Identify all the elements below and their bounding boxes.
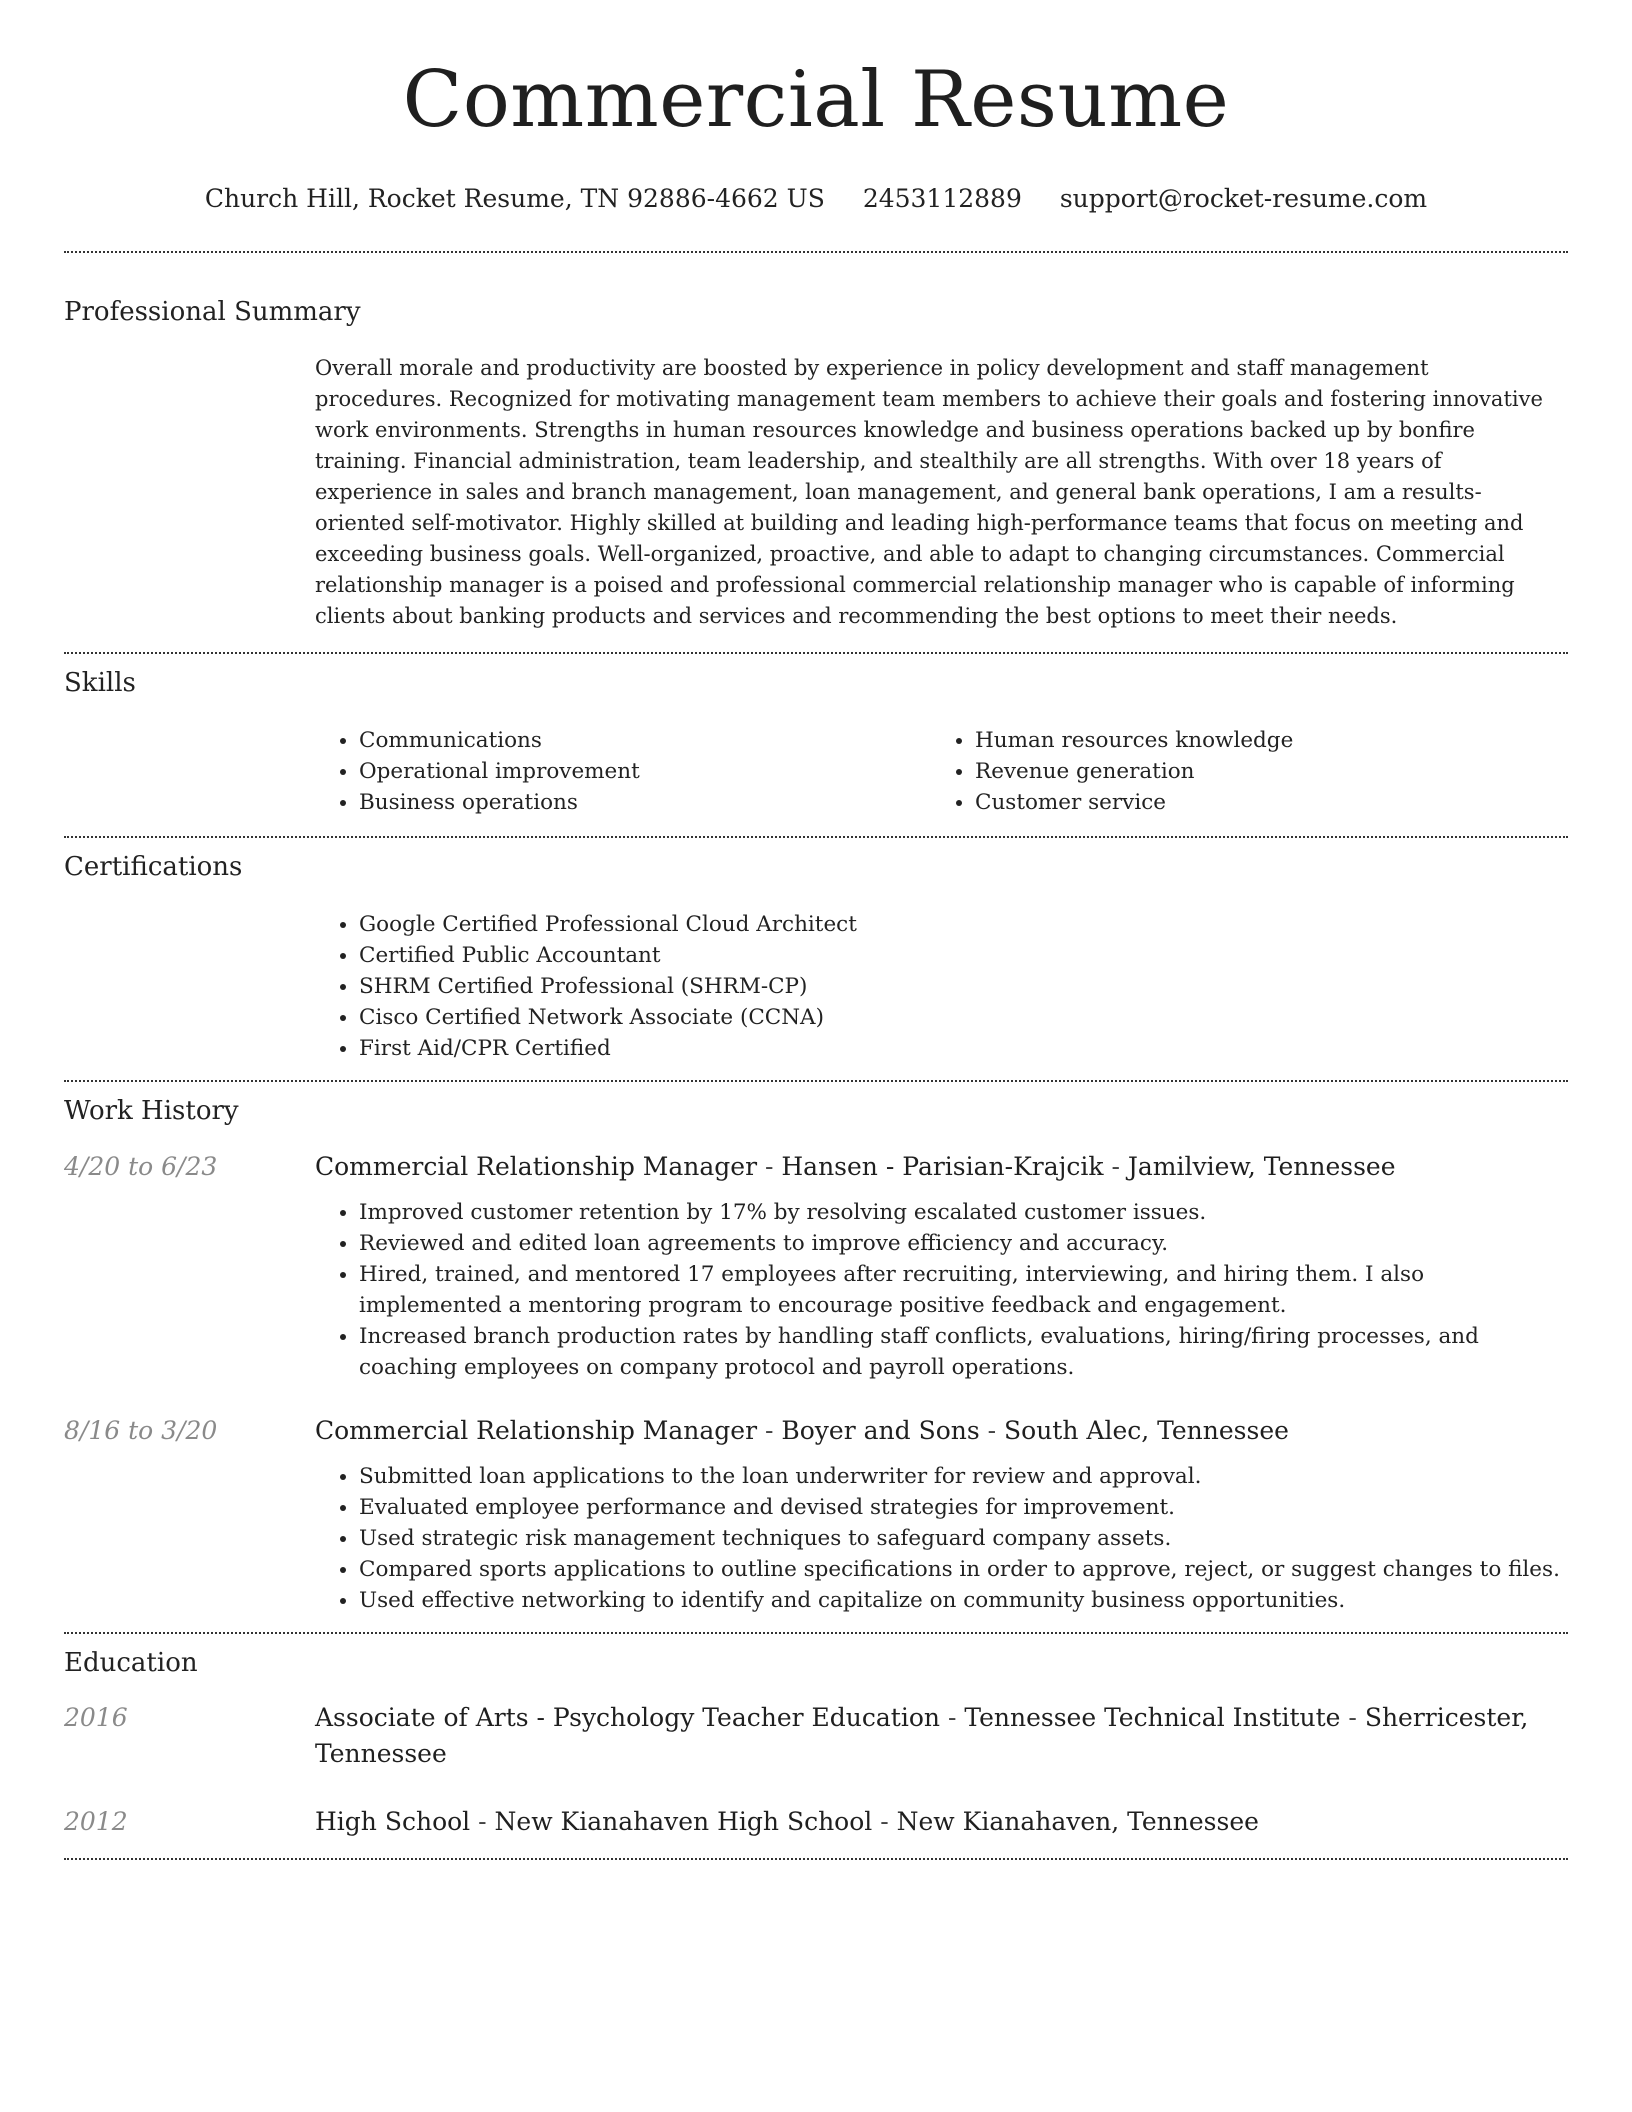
job-entry bbox=[64, 1149, 1568, 1383]
certifications-section bbox=[0, 838, 1632, 1064]
job-bullet: • Used effective networking to identify and capitalize on community business opportunities. bbox=[359, 1585, 1568, 1616]
contact-line bbox=[0, 184, 1632, 214]
work-history-section bbox=[0, 1082, 1632, 1616]
education-title: Education bbox=[64, 1648, 198, 1678]
job-bullet: • Evaluated employee performance and devised strategies for improvement. bbox=[359, 1492, 1568, 1523]
education-degree: Associate of Arts - Psychology Teacher Education bbox=[315, 1703, 940, 1732]
education-location: Sherricester, Tennessee bbox=[315, 1703, 1529, 1768]
job-company: Boyer and Sons bbox=[781, 1416, 980, 1445]
job-bullet: • Reviewed and edited loan agreements to improve efficiency and accuracy. bbox=[359, 1228, 1568, 1259]
job-bullet: • Used strategic risk management techniques to safeguard company assets. bbox=[359, 1523, 1568, 1554]
education-school: New Kianahaven High School bbox=[494, 1807, 873, 1836]
contact-address: Church Hill, Rocket Resume, TN 92886-4662 US bbox=[204, 184, 825, 213]
work-history-title: Work History bbox=[64, 1096, 239, 1126]
job-bullet: • Compared sports applications to outline specifications in order to approve, reject, or suggest changes to files. bbox=[359, 1554, 1568, 1585]
skill-item: • Human resources knowledge bbox=[975, 725, 1547, 756]
summary-title: Professional Summary bbox=[64, 297, 361, 327]
heading-separator: - bbox=[872, 1807, 897, 1836]
job-bullet: • Improved customer retention by 17% by resolving escalated customer issues. bbox=[359, 1197, 1568, 1228]
skills-column-left bbox=[315, 725, 931, 818]
heading-separator: - bbox=[470, 1807, 495, 1836]
candidate-name: Commercial Resume bbox=[402, 55, 1230, 145]
skill-item: • Revenue generation bbox=[975, 756, 1547, 787]
education-school: Tennessee Technical Institute bbox=[964, 1703, 1341, 1732]
heading-separator: - bbox=[979, 1416, 1005, 1445]
skills-section bbox=[0, 654, 1632, 818]
heading-separator: - bbox=[757, 1152, 782, 1181]
education-year: 2012 bbox=[64, 1807, 128, 1836]
skills-list bbox=[315, 725, 1568, 818]
job-location: South Alec, Tennessee bbox=[1004, 1416, 1289, 1445]
summary-text: Overall morale and productivity are boosted by experience in policy development and staff management procedures. Recognized for motivating management team members to achieve their goals and fostering innovative work environments. Strengths in human resources knowledge and business operations backed up by bonfire training. Financial administration, team leadership, and stealthily are all strengths. With over 18 years of experience in sales and branch management, loan management, and general bank operations, I am a results-oriented self-motivator. Highly skilled at building and leading high-performance teams that focus on meeting and exceeding business goals. Well-organized, proactive, and able to adapt to changing circumstances. Commercial relationship manager is a poised and professional commercial relationship manager who is capable of informing clients about banking products and services and recommending the best options to meet their needs. bbox=[315, 356, 1543, 628]
job-bullets bbox=[315, 1461, 1568, 1616]
education-entry bbox=[64, 1700, 1568, 1772]
heading-separator: - bbox=[757, 1416, 782, 1445]
job-bullets bbox=[315, 1197, 1568, 1383]
certification-item: • First Aid/CPR Certified bbox=[359, 1033, 1568, 1064]
job-bullet: • Submitted loan applications to the loan underwriter for review and approval. bbox=[359, 1461, 1568, 1492]
education-degree: High School bbox=[315, 1807, 471, 1836]
education-year: 2016 bbox=[64, 1703, 128, 1732]
heading-separator: - bbox=[940, 1703, 965, 1732]
job-company: Hansen - Parisian-Krajcik bbox=[781, 1152, 1104, 1181]
certification-item: • Certified Public Accountant bbox=[359, 940, 1568, 971]
job-title: Commercial Relationship Manager bbox=[315, 1416, 758, 1445]
job-dates: 4/20 to 6/23 bbox=[64, 1152, 218, 1181]
resume-header bbox=[0, 0, 1632, 214]
certifications-title: Certifications bbox=[64, 852, 243, 882]
education-heading bbox=[315, 1804, 1568, 1840]
certification-item: • SHRM Certified Professional (SHRM-CP) bbox=[359, 971, 1568, 1002]
education-location: New Kianahaven, Tennessee bbox=[896, 1807, 1259, 1836]
certification-item: • Google Certified Professional Cloud Architect bbox=[359, 909, 1568, 940]
education-section bbox=[0, 1634, 1632, 1840]
skills-column-right bbox=[931, 725, 1547, 818]
job-location: Jamilview, Tennessee bbox=[1127, 1152, 1396, 1181]
contact-phone: 2453112889 bbox=[862, 184, 1022, 213]
certifications-list bbox=[315, 909, 1568, 1064]
education-entry bbox=[64, 1804, 1568, 1840]
section-divider bbox=[64, 1858, 1568, 1860]
job-bullet: • Increased branch production rates by handling staff conflicts, evaluations, hiring/firing processes, and coaching employees on company protocol and payroll operations. bbox=[359, 1321, 1568, 1383]
job-heading bbox=[315, 1149, 1568, 1185]
heading-separator: - bbox=[1340, 1703, 1365, 1732]
certification-item: • Cisco Certified Network Associate (CCNA) bbox=[359, 1002, 1568, 1033]
heading-separator: - bbox=[1103, 1152, 1128, 1181]
summary-section bbox=[0, 253, 1632, 632]
skill-item: • Operational improvement bbox=[359, 756, 931, 787]
education-heading bbox=[315, 1700, 1568, 1772]
job-dates: 8/16 to 3/20 bbox=[64, 1416, 218, 1445]
job-title: Commercial Relationship Manager bbox=[315, 1152, 758, 1181]
skill-item: • Business operations bbox=[359, 787, 931, 818]
job-entry bbox=[64, 1413, 1568, 1616]
job-bullet: • Hired, trained, and mentored 17 employees after recruiting, interviewing, and hiring them. I also implemented a mentoring program to encourage positive feedback and engagement. bbox=[359, 1259, 1568, 1321]
skill-item: • Customer service bbox=[975, 787, 1547, 818]
job-heading bbox=[315, 1413, 1568, 1449]
contact-email: support@rocket-resume.com bbox=[1059, 184, 1428, 213]
skills-title: Skills bbox=[64, 668, 136, 698]
skill-item: • Communications bbox=[359, 725, 931, 756]
